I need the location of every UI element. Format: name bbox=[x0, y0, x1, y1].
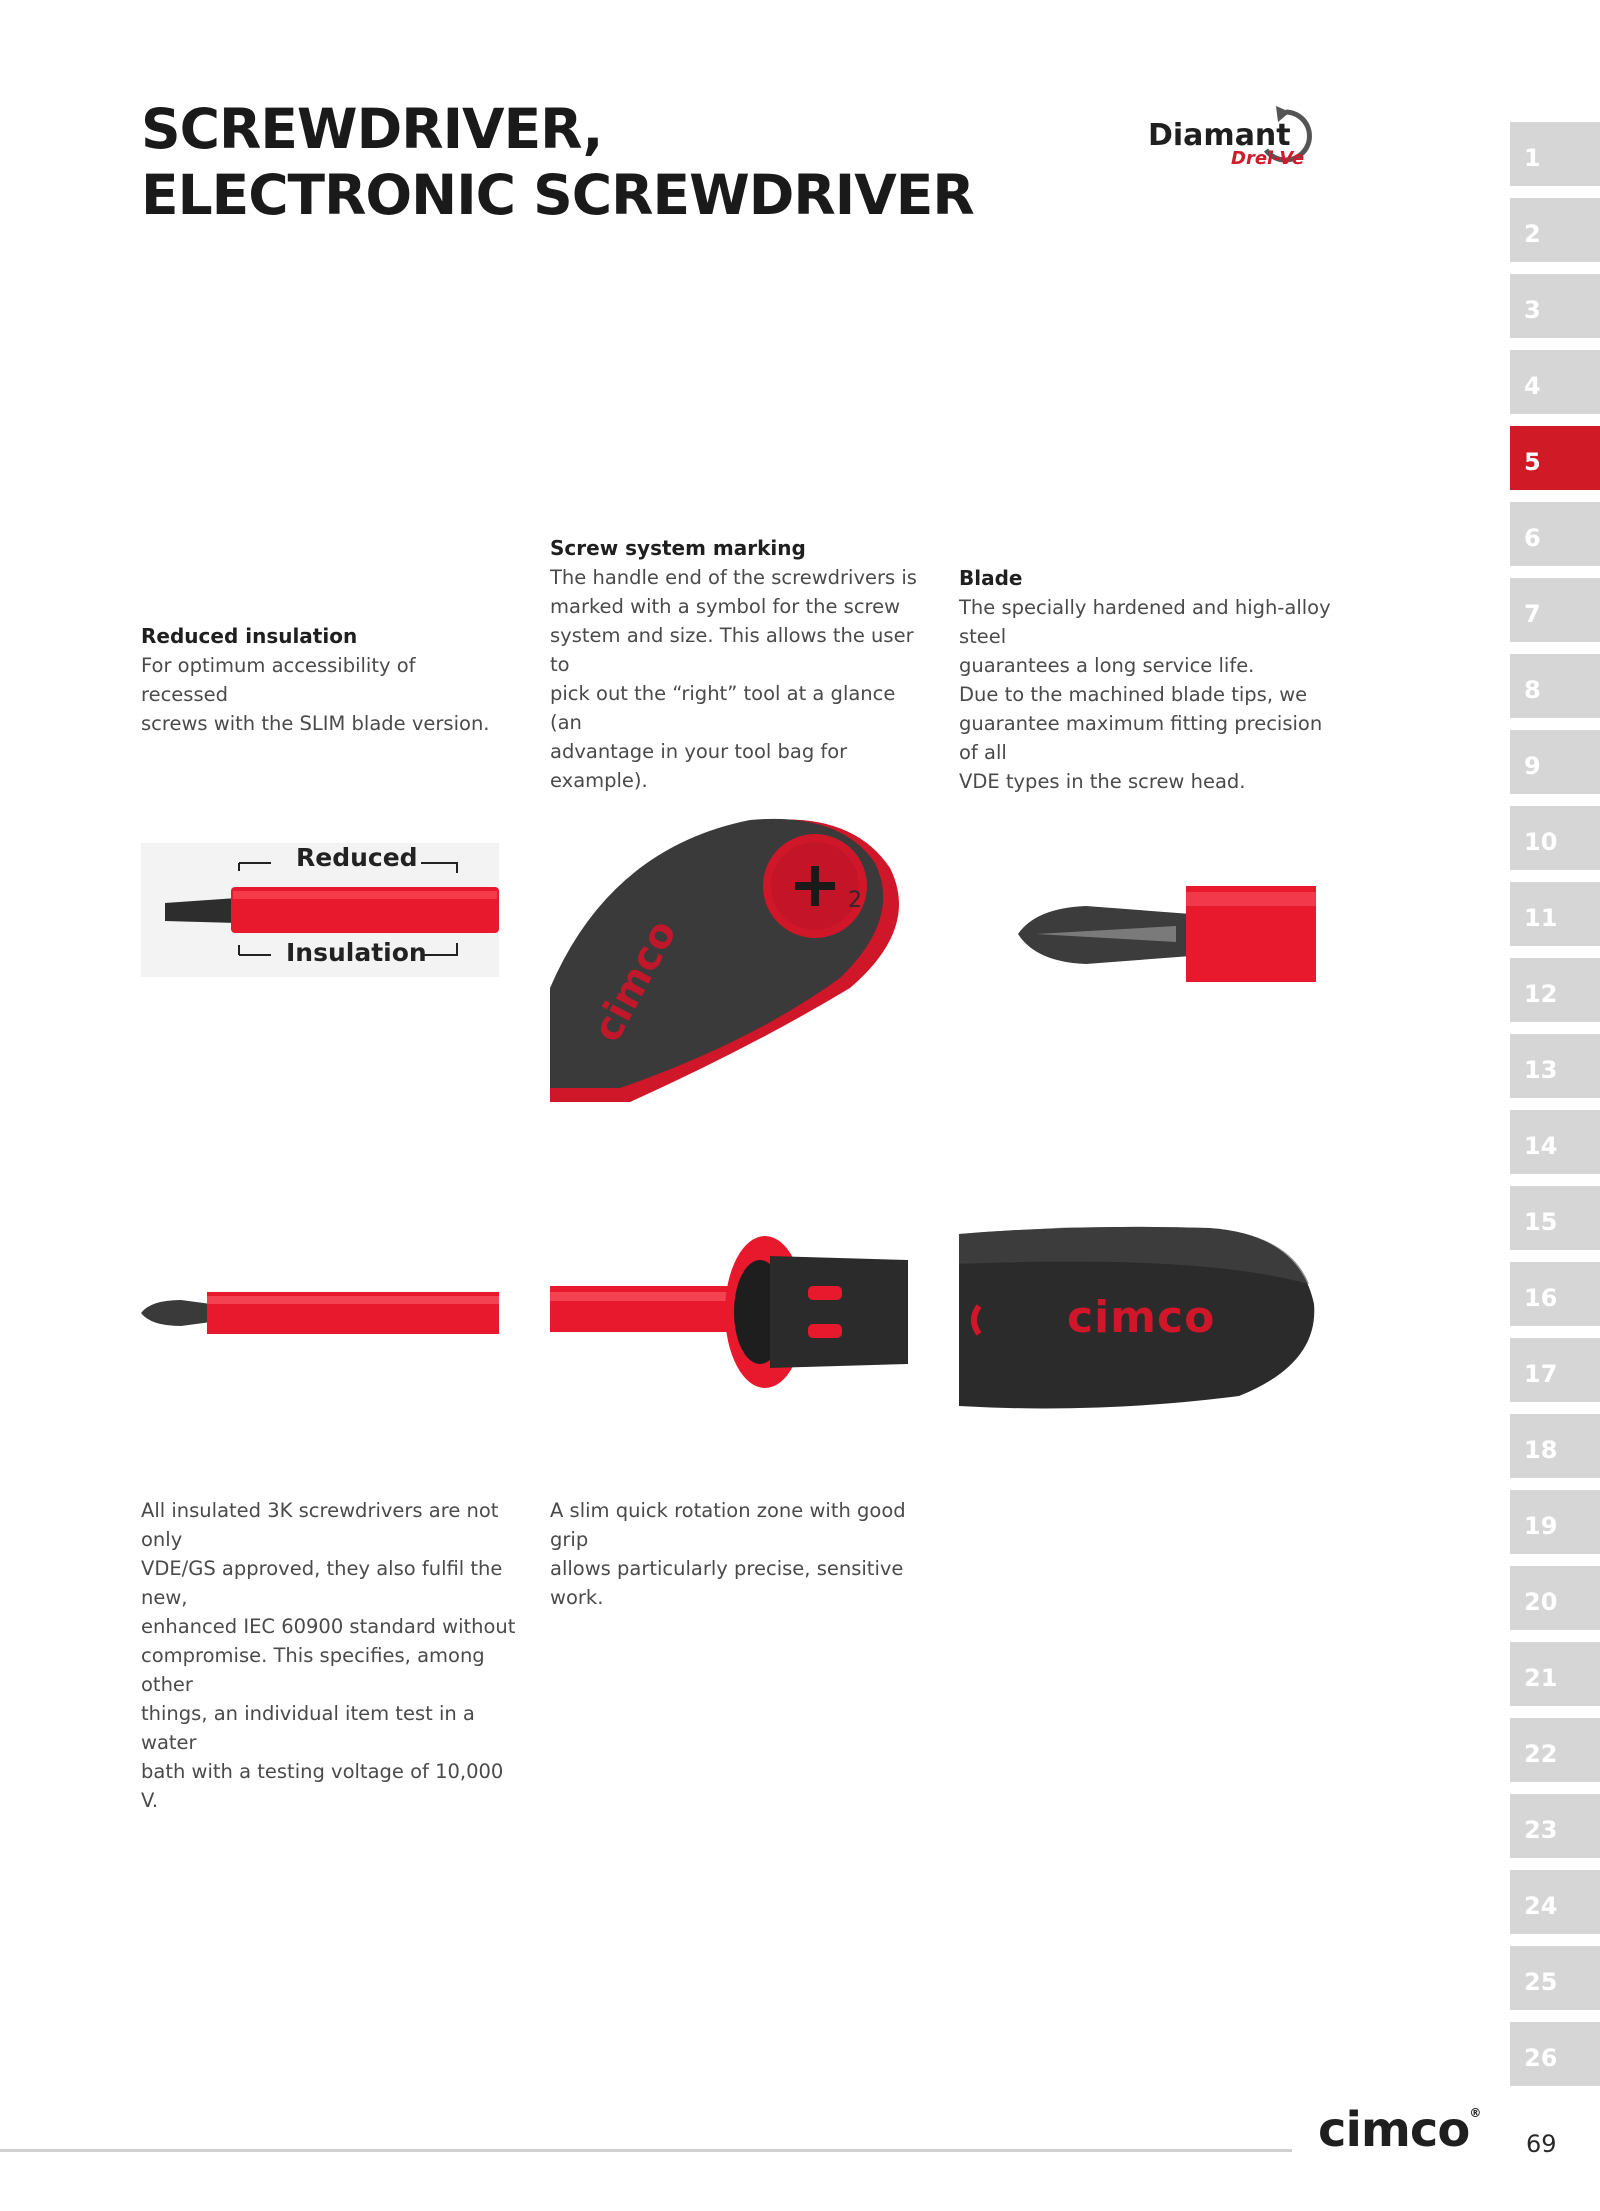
insulated-standard-text bbox=[141, 1496, 521, 1815]
text-line: advantage in your tool bag for example). bbox=[550, 740, 848, 792]
handle-size-marking: 2 bbox=[848, 888, 862, 913]
tab-chapter-15[interactable]: 15 bbox=[1510, 1186, 1600, 1250]
text-line: Due to the machined blade tips, we bbox=[959, 683, 1308, 706]
tab-chapter-4[interactable]: 4 bbox=[1510, 350, 1600, 414]
tab-chapter-12[interactable]: 12 bbox=[1510, 958, 1600, 1022]
reduced-insulation-text bbox=[141, 622, 501, 738]
tab-chapter-10[interactable]: 10 bbox=[1510, 806, 1600, 870]
tab-chapter-8[interactable]: 8 bbox=[1510, 654, 1600, 718]
screw-system-heading: Screw system marking bbox=[550, 536, 806, 560]
reduced-insulation-image bbox=[141, 843, 499, 977]
title-line-1: SCREWDRIVER, bbox=[141, 97, 603, 161]
tab-chapter-5[interactable]: 5 bbox=[1510, 426, 1600, 490]
tab-chapter-25[interactable]: 25 bbox=[1510, 1946, 1600, 2010]
text-line: All insulated 3K screwdrivers are not only bbox=[141, 1499, 499, 1551]
cimco-logo bbox=[1318, 2102, 1480, 2158]
handle-marking-image bbox=[550, 818, 908, 1102]
label-insulation: Insulation bbox=[286, 938, 427, 967]
footer-divider bbox=[0, 2149, 1292, 2152]
page-title bbox=[141, 96, 974, 228]
text-line: things, an individual item test in a water bbox=[141, 1702, 475, 1754]
text-line: guarantee maximum fitting precision of all bbox=[959, 712, 1323, 764]
tab-chapter-1[interactable]: 1 bbox=[1510, 122, 1600, 186]
text-line: enhanced IEC 60900 standard without bbox=[141, 1615, 516, 1638]
tab-chapter-9[interactable]: 9 bbox=[1510, 730, 1600, 794]
tab-chapter-17[interactable]: 17 bbox=[1510, 1338, 1600, 1402]
tab-chapter-22[interactable]: 22 bbox=[1510, 1718, 1600, 1782]
rotation-zone-image bbox=[550, 1236, 908, 1388]
title-line-2: ELECTRONIC SCREWDRIVER bbox=[141, 163, 974, 227]
page-number: 69 bbox=[1526, 2130, 1557, 2158]
phillips-blade-drawing bbox=[1016, 886, 1316, 982]
reduced-insulation-heading: Reduced insulation bbox=[141, 624, 358, 648]
handle-side-brand-text: cimco bbox=[1067, 1292, 1216, 1343]
tab-chapter-7[interactable]: 7 bbox=[1510, 578, 1600, 642]
text-line: system and size. This allows the user to bbox=[550, 624, 914, 676]
text-line: VDE types in the screw head. bbox=[959, 770, 1246, 793]
tab-chapter-14[interactable]: 14 bbox=[1510, 1110, 1600, 1174]
text-line: compromise. This specifies, among other bbox=[141, 1644, 485, 1696]
registered-mark-icon: ® bbox=[1469, 2106, 1481, 2120]
rotation-zone-drawing bbox=[550, 1236, 908, 1388]
text-line: For optimum accessibility of recessed bbox=[141, 654, 416, 706]
tab-chapter-11[interactable]: 11 bbox=[1510, 882, 1600, 946]
tab-chapter-13[interactable]: 13 bbox=[1510, 1034, 1600, 1098]
handle-side-image bbox=[959, 1224, 1317, 1414]
text-line: marked with a symbol for the screw bbox=[550, 595, 901, 618]
text-line: guarantees a long service life. bbox=[959, 654, 1255, 677]
tab-chapter-26[interactable]: 26 bbox=[1510, 2022, 1600, 2086]
tab-chapter-16[interactable]: 16 bbox=[1510, 1262, 1600, 1326]
tab-chapter-23[interactable]: 23 bbox=[1510, 1794, 1600, 1858]
text-line: The handle end of the screwdrivers is bbox=[550, 566, 917, 589]
logo-word-drei-ve: Drei-Ve bbox=[1231, 148, 1305, 169]
cimco-logo-text: cimco bbox=[1318, 2102, 1470, 2158]
handle-brand-text: cimco bbox=[584, 912, 687, 1050]
text-line: screws with the SLIM blade version. bbox=[141, 712, 490, 735]
tab-chapter-2[interactable]: 2 bbox=[1510, 198, 1600, 262]
text-line: A slim quick rotation zone with good grip bbox=[550, 1499, 906, 1551]
tab-chapter-19[interactable]: 19 bbox=[1510, 1490, 1600, 1554]
text-line: bath with a testing voltage of 10,000 V. bbox=[141, 1760, 504, 1812]
insulated-blade-image bbox=[141, 1288, 499, 1338]
tab-chapter-6[interactable]: 6 bbox=[1510, 502, 1600, 566]
tab-chapter-21[interactable]: 21 bbox=[1510, 1642, 1600, 1706]
insulated-blade-drawing bbox=[141, 1288, 499, 1338]
tab-chapter-18[interactable]: 18 bbox=[1510, 1414, 1600, 1478]
text-line: pick out the “right” tool at a glance (an bbox=[550, 682, 896, 734]
diamant-drei-ve-logo bbox=[1146, 100, 1326, 175]
tab-chapter-24[interactable]: 24 bbox=[1510, 1870, 1600, 1934]
text-line: allows particularly precise, sensitive work. bbox=[550, 1557, 904, 1609]
blade-heading: Blade bbox=[959, 566, 1023, 590]
blade-tip-image bbox=[1016, 886, 1316, 982]
text-line: The specially hardened and high-alloy steel bbox=[959, 596, 1331, 648]
screw-system-text bbox=[550, 534, 930, 795]
tab-chapter-3[interactable]: 3 bbox=[1510, 274, 1600, 338]
label-reduced: Reduced bbox=[296, 843, 418, 872]
text-line: VDE/GS approved, they also fulfil the new, bbox=[141, 1557, 503, 1609]
logo-word-diamant: Diamant bbox=[1148, 118, 1291, 153]
handle-end-drawing bbox=[550, 818, 908, 1102]
tab-chapter-20[interactable]: 20 bbox=[1510, 1566, 1600, 1630]
slim-zone-text bbox=[550, 1496, 930, 1612]
blade-text bbox=[959, 564, 1339, 796]
